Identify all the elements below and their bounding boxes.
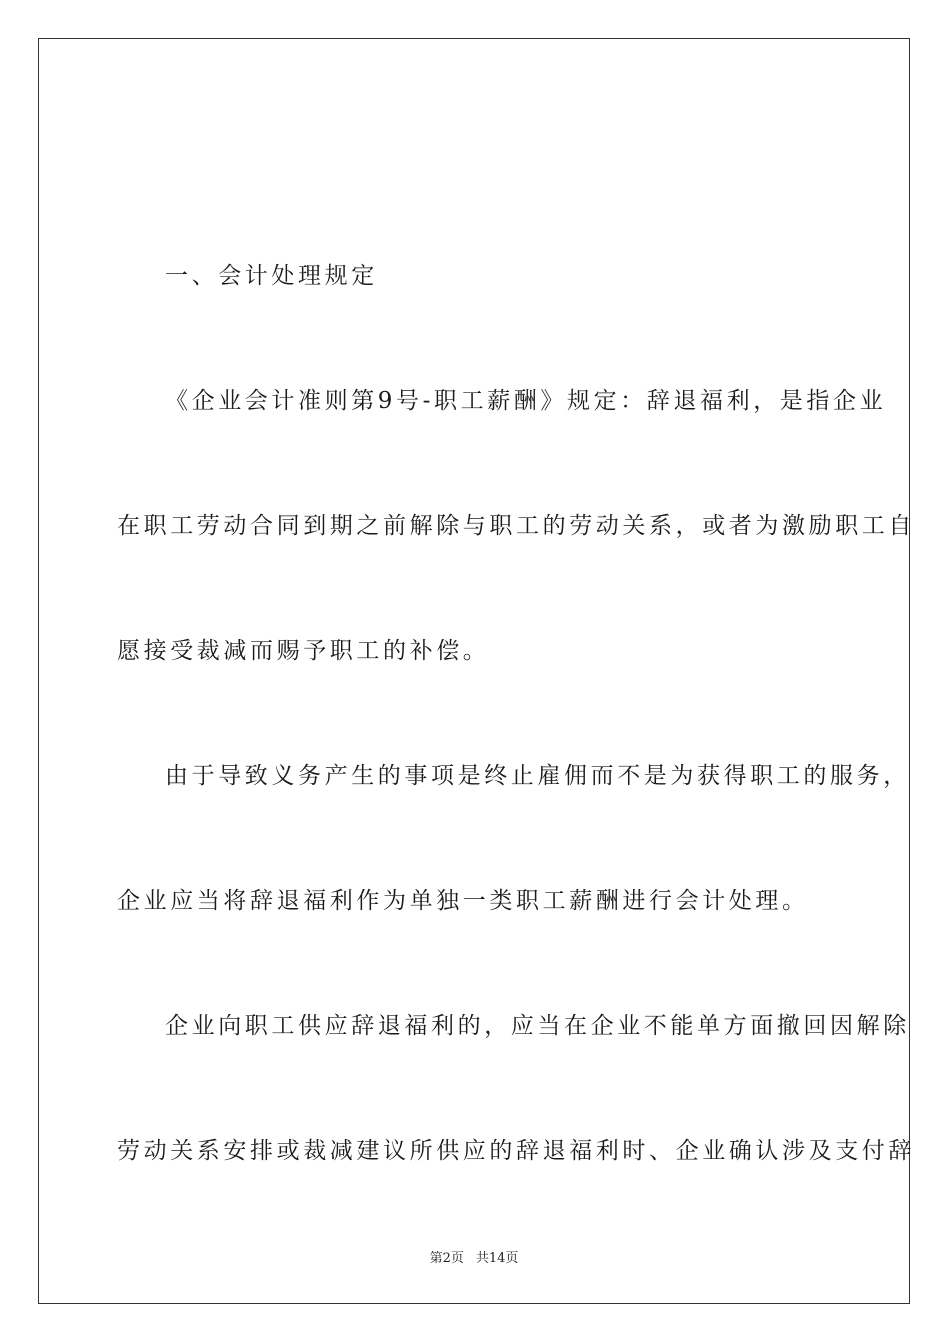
page-number-total: 共14页 bbox=[475, 1251, 519, 1266]
page-frame bbox=[38, 38, 915, 1304]
paragraph-line: 愿接受裁减而赐予职工的补偿。 bbox=[117, 638, 490, 664]
paragraph-line: 劳动关系安排或裁减建议所供应的辞退福利时、企业确认涉及支付辞 bbox=[117, 1138, 915, 1164]
paragraph-line: 企业向职工供应辞退福利的，应当在企业不能单方面撤回因解除 bbox=[165, 1013, 910, 1039]
paragraph-line: 《企业会计准则第9号-职工薪酬》规定：辞退福利，是指企业 bbox=[165, 388, 887, 414]
paragraph-line: 由于导致义务产生的事项是终止雇佣而不是为获得职工的服务， bbox=[165, 763, 910, 789]
paragraph-line: 在职工劳动合同到期之前解除与职工的劳动关系，或者为激励职工自 bbox=[117, 513, 915, 539]
page-footer bbox=[39, 1247, 909, 1266]
section-heading: 一、会计处理规定 bbox=[165, 263, 378, 289]
page-number-current: 第2页 bbox=[429, 1251, 464, 1266]
paragraph-line: 企业应当将辞退福利作为单独一类职工薪酬进行会计处理。 bbox=[117, 888, 809, 914]
